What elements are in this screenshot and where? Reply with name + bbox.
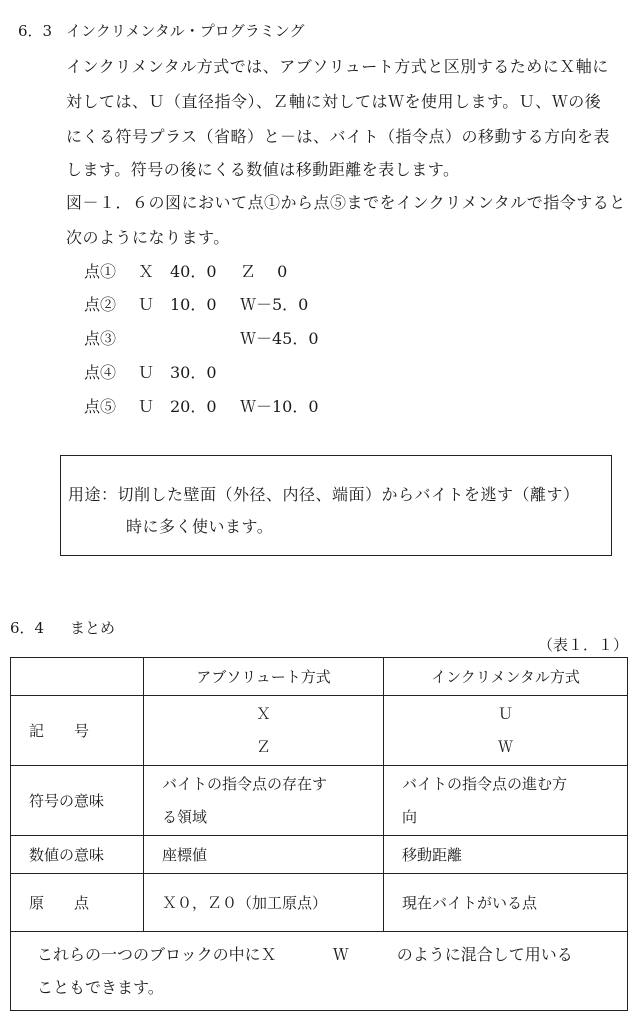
absolute-value: Ｘ [255, 704, 271, 723]
point-u-value: Ｕ 30．0 [138, 363, 217, 382]
row-label: 符号の意味 [11, 766, 144, 836]
incremental-value: 移動距離 [384, 836, 628, 874]
table-footer-row [11, 932, 628, 1011]
point-label: 点① [84, 262, 117, 281]
usage-note-line-1: 用途：切削した壁面（外径、内径、端面）からバイトを逃す（離す） [68, 485, 580, 504]
absolute-value: る領域 [162, 807, 208, 826]
header-incremental: インクリメンタル方式 [384, 658, 628, 696]
point-label: 点② [84, 295, 117, 314]
row-label: 原 点 [11, 874, 144, 932]
point-label: 点③ [84, 329, 117, 348]
usage-note-line-2: 時に多く使います。 [126, 517, 274, 536]
table-row [11, 874, 628, 932]
body-line-6: 次のようになります。 [66, 228, 230, 247]
point-u-value: Ｘ 40．0 [138, 262, 217, 281]
table-row [11, 766, 628, 836]
section-6-3-title: インクリメンタル・プログラミング [66, 22, 305, 40]
incremental-value: 向 [402, 807, 418, 826]
footer-text: Ｗ [332, 945, 349, 964]
absolute-cell [144, 766, 384, 836]
footer-text: のように混合して用いる [396, 945, 573, 964]
header-blank-cell [11, 658, 144, 696]
usage-note-box [60, 455, 612, 556]
table-row [11, 836, 628, 874]
section-6-4-number: 6．4 [10, 619, 45, 637]
point-w-value: Ｚ 0 [240, 262, 288, 281]
body-line-2: 対しては、Ｕ（直径指令）、Ｚ軸に対してはＷを使用します。Ｕ、Ｗの後 [66, 92, 602, 111]
point-label: 点④ [84, 363, 117, 382]
absolute-value: 座標値 [144, 836, 384, 874]
table-footer-note [11, 932, 628, 1011]
table-row [11, 696, 628, 766]
body-line-4: します。符号の後にくる数値は移動距離を表します。 [66, 160, 460, 179]
footer-text: これらの一つのブロックの中にＸ [37, 945, 277, 964]
table-reference: （表１．１） [538, 636, 629, 654]
incremental-value: バイトの指令点の進む方 [402, 774, 568, 793]
incremental-value: Ｗ [497, 737, 513, 756]
incremental-value: 現在バイトがいる点 [384, 874, 628, 932]
point-w-value: Ｗ－45．0 [240, 329, 319, 348]
section-6-3-number: 6．3 [18, 22, 53, 40]
point-w-value: Ｗ－10．0 [240, 397, 319, 416]
row-label: 数値の意味 [11, 836, 144, 874]
incremental-cell [384, 696, 628, 766]
incremental-cell [384, 766, 628, 836]
point-label: 点⑤ [84, 397, 117, 416]
incremental-value: Ｕ [497, 704, 513, 723]
header-absolute: アブソリュート方式 [144, 658, 384, 696]
summary-table [10, 657, 628, 1011]
table-header-row [11, 658, 628, 696]
footer-text-line-2: こともできます。 [37, 978, 164, 997]
row-label: 記 号 [11, 696, 144, 766]
point-w-value: Ｗ－5．0 [240, 295, 309, 314]
absolute-value: Ｘ０，Ｚ０（加工原点） [144, 874, 384, 932]
body-line-3: にくる符号プラス（省略）と－は、バイト（指令点）の移動する方向を表 [66, 127, 611, 146]
absolute-value: バイトの指令点の存在す [162, 774, 328, 793]
section-6-4-title: まとめ [70, 619, 116, 637]
body-line-1: インクリメンタル方式では、アブソリュート方式と区別するためにＸ軸に [66, 57, 609, 76]
point-u-value: Ｕ 10．0 [138, 295, 217, 314]
body-line-5: 図－１．６の図において点①から点⑤までをインクリメンタルで指令すると [66, 193, 626, 212]
point-u-value: Ｕ 20．0 [138, 397, 217, 416]
absolute-cell [144, 696, 384, 766]
absolute-value: Ｚ [255, 737, 271, 756]
